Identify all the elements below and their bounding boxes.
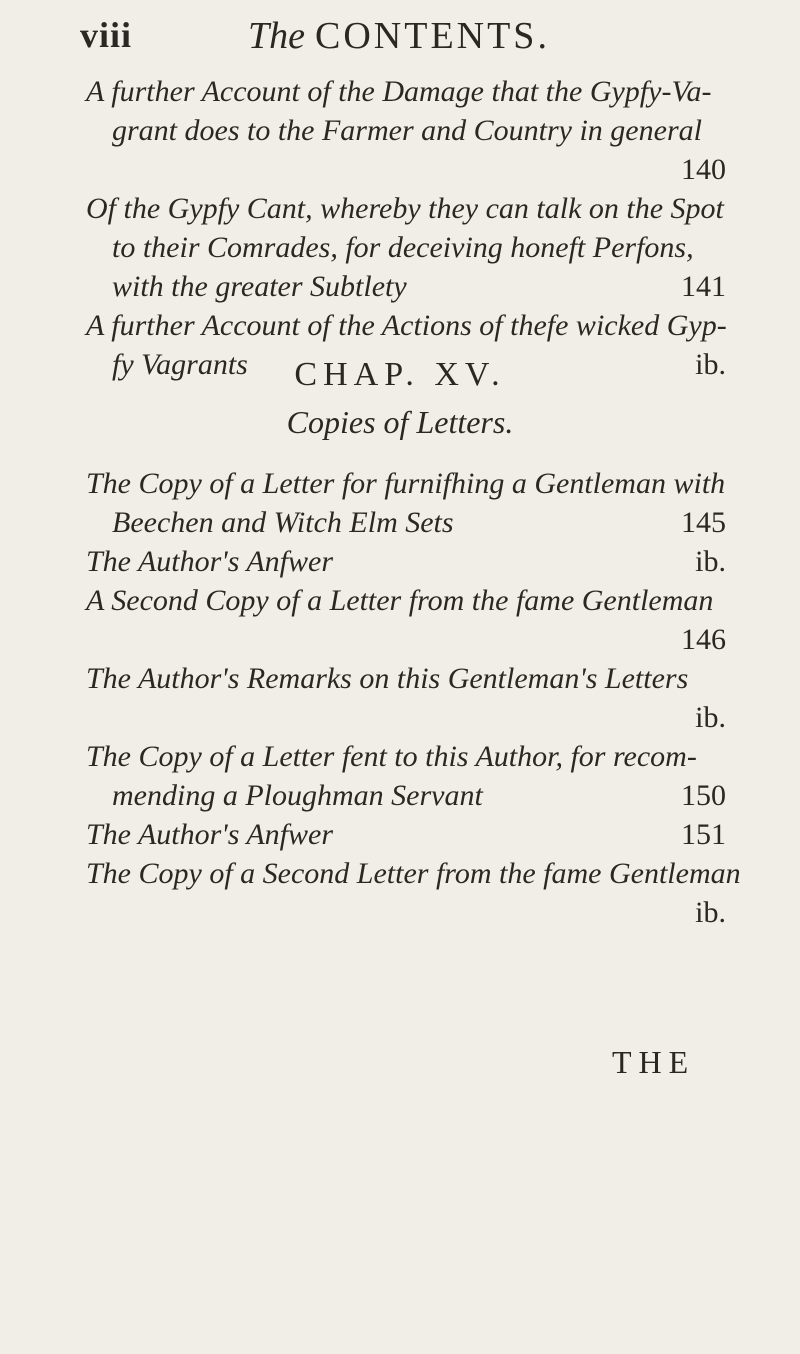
entry-page-number: 140 — [681, 153, 726, 186]
entry-text-line: with the greater Subtlety — [112, 270, 407, 303]
entry-text-line: to their Comrades, for deceiving honeft Perfons, — [112, 231, 694, 264]
entry-page-number: 151 — [681, 818, 726, 851]
entry-text-line: grant does to the Farmer and Country in general — [112, 114, 702, 147]
entry-text-line: The Copy of a Second Letter from the fame Gentleman — [86, 857, 741, 890]
chapter-heading: CHAP. XV. — [294, 356, 506, 393]
contents-entry — [86, 72, 726, 189]
page-header — [80, 14, 720, 62]
entry-page-number: ib. — [695, 701, 726, 734]
entry-page-number: ib. — [695, 545, 726, 578]
entry-text-line: Beechen and Witch Elm Sets — [112, 506, 454, 539]
contents-entry — [86, 542, 726, 581]
catchword: THE — [612, 1044, 696, 1080]
entry-page-number: 145 — [681, 506, 726, 539]
entry-text-line: The Copy of a Letter for furnifhing a Gentleman with — [86, 467, 726, 500]
running-head-title: CONTENTS. — [315, 15, 550, 57]
entry-page-number: 150 — [681, 779, 726, 812]
contents-entry — [86, 737, 726, 815]
entry-text-line: mending a Ploughman Servant — [112, 779, 483, 812]
entry-text-line: A further Account of the Damage that the Gypfy-Va- — [86, 75, 712, 108]
contents-list-top — [86, 72, 726, 384]
entry-page-number: 141 — [681, 270, 726, 303]
entry-text-line: A Second Copy of a Letter from the fame Gentleman — [86, 584, 714, 617]
entry-text-line: The Author's Anfwer — [86, 818, 334, 851]
entry-page-number: 146 — [681, 623, 726, 656]
entry-text-line: A further Account of the Actions of thefe wicked Gyp- — [86, 309, 727, 342]
entry-text-line: The Copy of a Letter fent to this Author, for recom- — [86, 740, 697, 773]
chapter-subtitle: Copies of Letters. — [286, 404, 514, 440]
page-number: viii — [80, 15, 133, 55]
contents-entry — [86, 815, 726, 854]
entry-text-line: The Author's Anfwer — [86, 545, 334, 578]
contents-entry — [86, 854, 741, 932]
contents-entry — [86, 581, 726, 659]
running-head — [248, 14, 550, 58]
running-head-prefix: The — [248, 15, 305, 57]
entry-page-number: ib. — [695, 348, 726, 381]
entry-page-number: ib. — [695, 896, 726, 929]
contents-entry — [86, 659, 726, 737]
entry-text-line: The Author's Remarks on this Gentleman's Letters — [86, 662, 689, 695]
contents-list-bottom — [86, 464, 741, 932]
entry-text-line: fy Vagrants — [112, 348, 248, 381]
contents-entry — [86, 189, 726, 306]
contents-entry — [86, 464, 726, 542]
entry-text-line: Of the Gypfy Cant, whereby they can talk on the Spot — [86, 192, 724, 225]
